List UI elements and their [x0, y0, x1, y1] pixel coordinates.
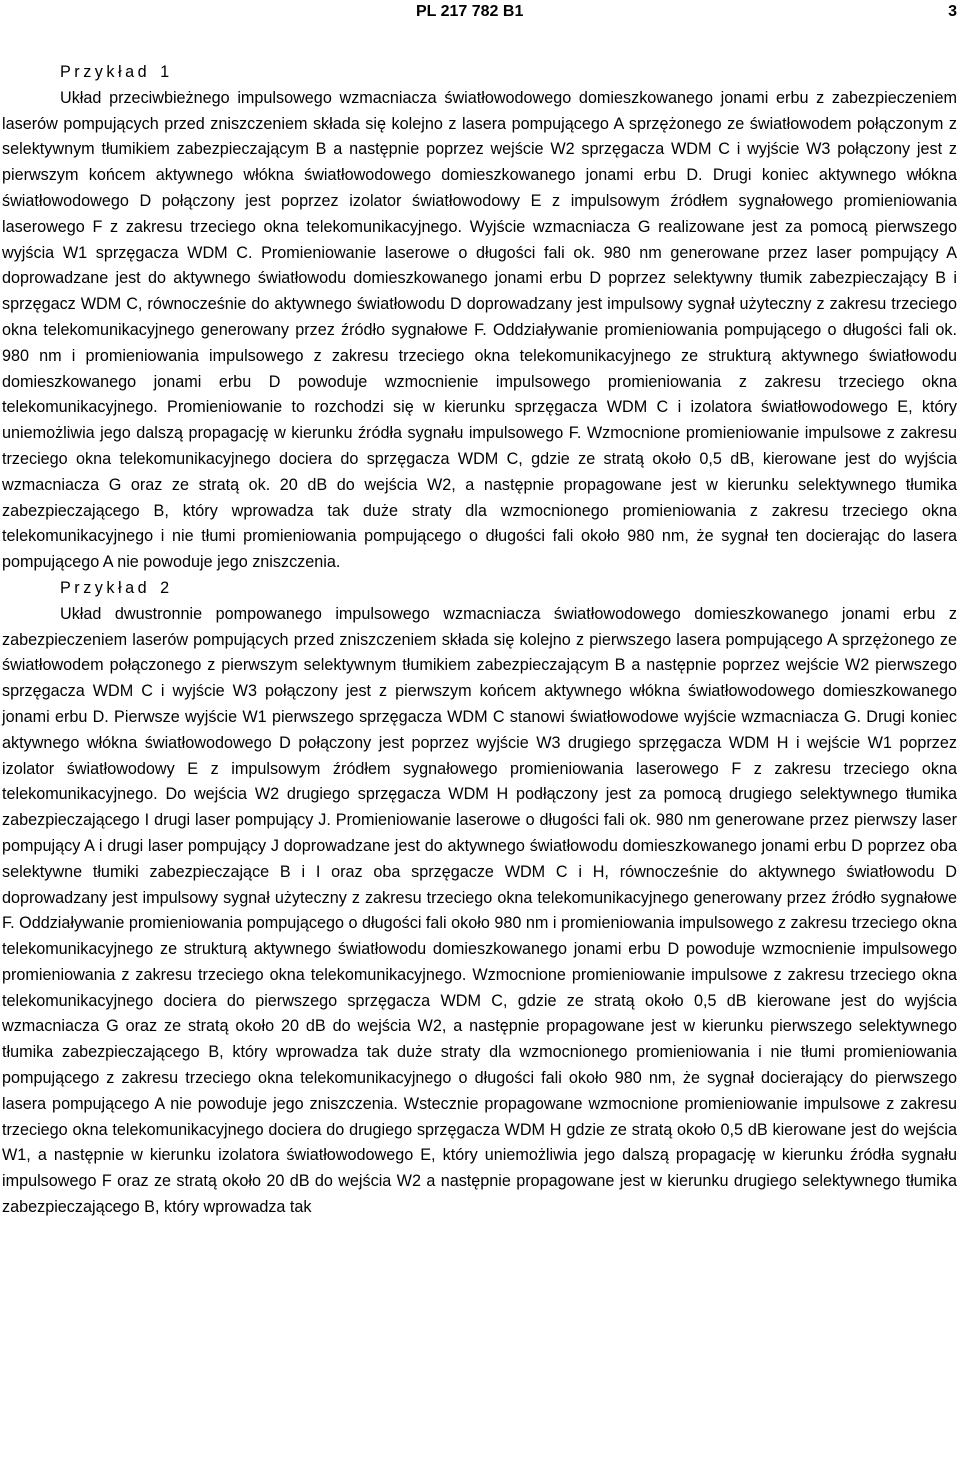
example-2-paragraph: Układ dwustronnie pompowanego impulsowego wzmacniacza światłowodowego domieszkowanego jonami erbu z zabezpieczeniem laserów pompujących przed zniszczeniem składa się kolejno z pierwszego lasera pompującego A sprzężonego ze światłowodem połączonego z pierwszym selektywnym tłumikiem zabezpieczającym B a następnie poprzez wejście W2 pierwszego sprzęgacza WDM C i wyjście W3 połączony jest z pierwszym końcem aktywnego włókna światłowodowego domieszkowanego jonami erbu D. Pierwsze wyjście W1 pierwszego sprzęgacza WDM C stanowi światłowodowe wyjście wzmacniacza G. Drugi koniec aktywnego włókna światłowodowego D połączony jest poprzez wyjście W3 drugiego sprzęgacza WDM H i wejście W1 poprzez izolator światłowodowy E z impulsowym źródłem sygnałowego promieniowania laserowego F z zakresu trzeciego okna telekomunikacyjnego. Do wejścia W2 drugiego sprzęgacza WDM H podłączony jest za pomocą drugiego selektywnego tłumika zabezpieczającego I drugi laser pompujący J. Promieniowanie laserowe o długości fali ok. 980 nm generowane przez pierwszy laser pompujący A i drugi laser pompujący J doprowadzane jest do aktywnego światłowodu domieszkowanego jonami erbu D poprzez oba selektywne tłumiki zabezpieczające B i I oraz oba sprzęgacze WDM C i H, równocześnie do aktywnego światłowodu D doprowadzany jest impulsowy sygnał użyteczny z zakresu trzeciego okna telekomunikacyjnego generowany przez źródło sygnałowe F. Oddziaływanie promieniowania pompującego o długości fali około 980 nm i promieniowania impulsowego z zakresu trzeciego okna telekomunikacyjnego ze strukturą aktywnego światłowodu domieszkowanego jonami erbu D powoduje wzmocnienie impulsowego promieniowania z zakresu trzeciego okna telekomunikacyjnego. Wzmocnione promieniowanie impulsowe z zakresu trzeciego okna telekomunikacyjnego dociera do pierwszego sprzęgacza WDM C, gdzie ze stratą około 0,5 dB kierowane jest do wyjścia wzmacniacza G oraz ze stratą około 20 dB do wejścia W2, a następnie propagowane jest w kierunku pierwszego selektywnego tłumika zabezpieczającego B, który wprowadza tak duże straty dla wzmocnionego promieniowania i nie tłumi promieniowania pompującego z zakresu trzeciego okna telekomunikacyjnego o długości fali około 980 nm, że sygnał docierający do pierwszego lasera pompującego A nie powoduje jego zniszczenia. Wstecznie propagowane wzmocnione promieniowanie impulsowe z zakresu trzeciego okna telekomunikacyjnego dociera do drugiego sprzęgacza WDM H gdzie ze stratą około 0,5 dB kierowane jest do wejścia W1, a następnie w kierunku izolatora światłowodowego E, który uniemożliwia jego dalszą propagację w kierunku źródła sygnału impulsowego F oraz ze stratą około 20 dB do wejścia W2 a następnie propagowane jest w kierunku drugiego selektywnego tłumika zabezpieczającego B, który wprowadza tak: [2, 604, 957, 1217]
example-1-title: Przykład 1: [60, 63, 173, 81]
page-header: [2, 0, 957, 24]
example-2-title: Przykład 2: [60, 578, 173, 597]
document-body: [2, 60, 957, 1221]
patent-number: PL 217 782 B1: [416, 3, 524, 20]
example-1-paragraph: Układ przeciwbieżnego impulsowego wzmacniacza światłowodowego domieszkowanego jonami erbu z zabezpieczeniem laserów pompujących przed zniszczeniem składa się kolejno z lasera pompującego A sprzężonego ze światłowodem połączonym z selektywnym tłumikiem zabezpieczającym B a następnie poprzez wejście W2 sprzęgacza WDM C i wyjście W3 połączony jest z pierwszym końcem aktywnego włókna światłowodowego domieszkowanego jonami erbu D. Drugi koniec aktywnego włókna światłowodowego D połączony jest poprzez izolator światłowodowy E z impulsowym źródłem sygnałowego promieniowania laserowego F z zakresu trzeciego okna telekomunikacyjnego. Wyjście wzmacniacza G realizowane jest za pomocą pierwszego wyjścia W1 sprzęgacza WDM C. Promieniowanie laserowe o długości fali ok. 980 nm generowane przez laser pompujący A doprowadzane jest do aktywnego światłowodu domieszkowanego jonami erbu D poprzez selektywny tłumik zabezpieczający B i sprzęgacz WDM C, równocześnie do aktywnego światłowodu D doprowadzany jest impulsowy sygnał użyteczny z zakresu trzeciego okna telekomunikacyjnego generowany przez źródło sygnałowe F. Oddziaływanie promieniowania pompującego o długości fali ok. 980 nm i promieniowania impulsowego z zakresu trzeciego okna telekomunikacyjnego ze strukturą aktywnego światłowodu domieszkowanego jonami erbu D powoduje wzmocnienie impulsowego promieniowania z zakresu trzeciego okna telekomunikacyjnego. Promieniowanie to rozchodzi się w kierunku sprzęgacza WDM C i izolatora światłowodowego E, który uniemożliwia jego dalszą propagację w kierunku źródła sygnału impulsowego F. Wzmocnione promieniowanie impulsowe z zakresu trzeciego okna telekomunikacyjnego dociera do sprzęgacza WDM C, gdzie ze stratą około 0,5 dB, kierowane jest do wyjścia wzmacniacza G oraz ze stratą ok. 20 dB do wejścia W2, a następnie propagowane jest w kierunku selektywnego tłumika zabezpieczającego B, który wprowadza tak duże straty dla wzmocnionego promieniowania z zakresu trzeciego okna telekomunikacyjnego i nie tłumi promieniowania pompującego o długości fali około 980 nm, że sygnał ten docierając do lasera pompującego A nie powoduje jego zniszczenia.: [2, 88, 957, 572]
page-number: 3: [948, 3, 957, 20]
